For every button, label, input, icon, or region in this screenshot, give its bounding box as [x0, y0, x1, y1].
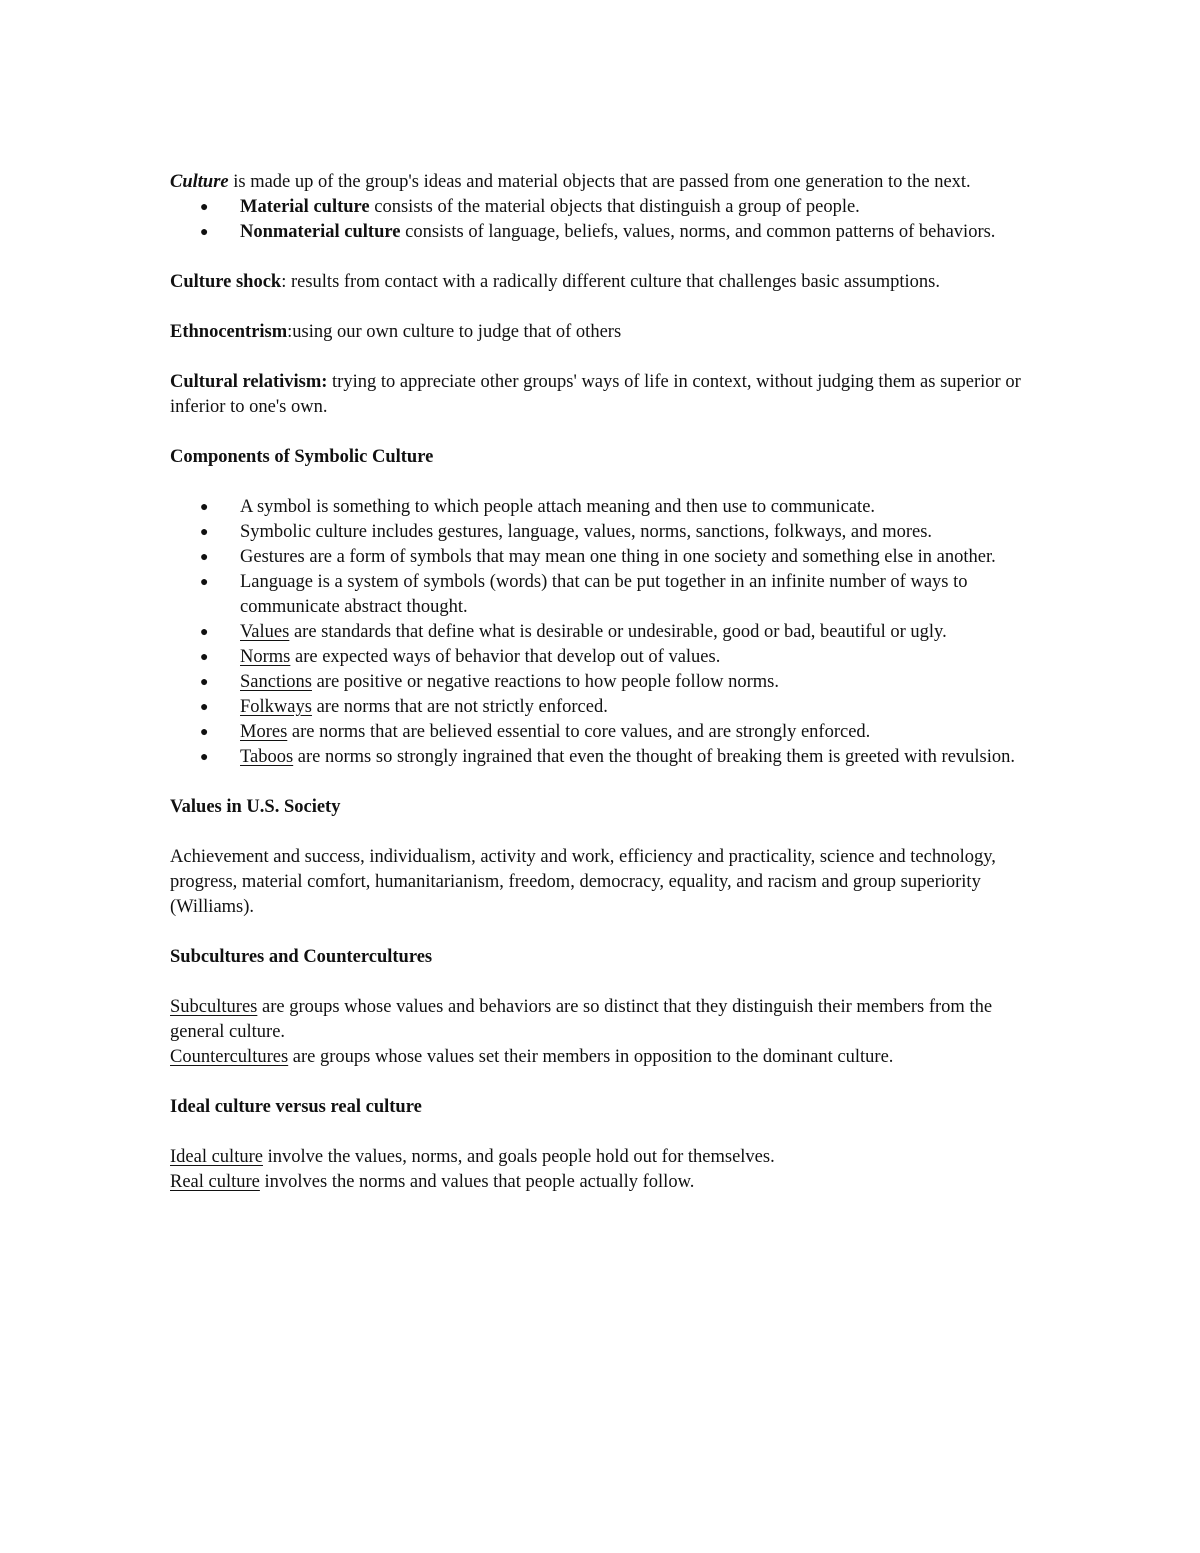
- spacer: [170, 920, 1050, 945]
- spacer: [170, 820, 1050, 845]
- bullet-icon: ●: [200, 525, 209, 540]
- list-item: [200, 195, 1050, 220]
- us-values-heading: Values in U.S. Society: [170, 797, 341, 817]
- ideal-culture-term: Ideal culture: [170, 1147, 263, 1167]
- intro-paragraph: [170, 170, 1050, 195]
- real-culture-paragraph: [170, 1170, 1050, 1195]
- ideal-culture-text: involve the values, norms, and goals people hold out for themselves.: [262, 1147, 775, 1167]
- list-item: [200, 645, 1050, 670]
- culture-shock-term: Culture shock: [170, 272, 282, 292]
- list-item: [200, 745, 1050, 770]
- document-page: [170, 170, 1050, 1195]
- list-item-text: are expected ways of behavior that develop out of values.: [290, 647, 721, 667]
- list-item: [200, 545, 1050, 570]
- list-item: [200, 495, 1050, 520]
- list-item: [200, 620, 1050, 645]
- intro-term: Culture: [170, 172, 229, 192]
- list-item: [200, 720, 1050, 745]
- intro-text: is made up of the group's ideas and material objects that are passed from one generation to the next.: [228, 172, 971, 192]
- spacer: [170, 295, 1050, 320]
- culture-shock-paragraph: [170, 270, 1050, 295]
- spacer: [170, 970, 1050, 995]
- list-item-text: Gestures are a form of symbols that may mean one thing in one society and something else in another.: [240, 547, 996, 567]
- list-item: [200, 520, 1050, 545]
- bullet-icon: ●: [200, 225, 209, 240]
- list-item: [200, 570, 1050, 620]
- list-item-text: Language is a system of symbols (words) that can be put together in an infinite number of ways to communicate abstract thought.: [240, 572, 968, 617]
- list-item-term: Norms: [240, 647, 291, 667]
- subcultures-text: are groups whose values and behaviors are so distinct that they distinguish their members from the general culture.: [170, 997, 993, 1042]
- list-item-text: are standards that define what is desirable or undesirable, good or bad, beautiful or ugly.: [289, 622, 947, 642]
- cultural-relativism-text: trying to appreciate other groups' ways of life in context, without judging them as superior or inferior to one's own.: [170, 372, 1021, 417]
- spacer: [170, 245, 1050, 270]
- ethnocentrism-paragraph: [170, 320, 1050, 345]
- list-item: [200, 670, 1050, 695]
- list-item-text: are norms so strongly ingrained that even the thought of breaking them is greeted with revulsion.: [293, 747, 1016, 767]
- bullet-icon: ●: [200, 550, 209, 565]
- culture-shock-text: : results from contact with a radically different culture that challenges basic assumptions.: [281, 272, 940, 292]
- spacer: [170, 1120, 1050, 1145]
- list-item-term: Mores: [240, 722, 288, 742]
- list-item-term: Nonmaterial culture: [240, 222, 401, 242]
- list-item-text: A symbol is something to which people attach meaning and then use to communicate.: [240, 497, 876, 517]
- spacer: [170, 420, 1050, 445]
- ethnocentrism-term: Ethnocentrism: [170, 322, 288, 342]
- list-item-term: Taboos: [240, 747, 294, 767]
- intro-list: [170, 195, 1050, 245]
- list-item: [200, 695, 1050, 720]
- countercultures-paragraph: [170, 1045, 1050, 1070]
- real-culture-term: Real culture: [170, 1172, 260, 1192]
- list-item-term: Values: [240, 622, 290, 642]
- ethnocentrism-text: :using our own culture to judge that of others: [287, 322, 622, 342]
- cultural-relativism-term: Cultural relativism:: [170, 372, 328, 392]
- symbolic-list: [170, 495, 1050, 770]
- subcultures-paragraph: [170, 995, 1050, 1045]
- cultural-relativism-paragraph: [170, 370, 1050, 420]
- list-item-text: Symbolic culture includes gestures, language, values, norms, sanctions, folkways, and mores.: [240, 522, 933, 542]
- bullet-icon: ●: [200, 675, 209, 690]
- list-item-term: Folkways: [240, 697, 312, 717]
- list-item-term: Sanctions: [240, 672, 312, 692]
- countercultures-text: are groups whose values set their members in opposition to the dominant culture.: [288, 1047, 894, 1067]
- ideal-real-heading: Ideal culture versus real culture: [170, 1097, 422, 1117]
- symbolic-heading: Components of Symbolic Culture: [170, 447, 434, 467]
- real-culture-text: involves the norms and values that people actually follow.: [259, 1172, 695, 1192]
- countercultures-term: Countercultures: [170, 1047, 289, 1067]
- spacer: [170, 345, 1050, 370]
- spacer: [170, 770, 1050, 795]
- bullet-icon: ●: [200, 575, 209, 590]
- list-item-text: are norms that are not strictly enforced.: [311, 697, 608, 717]
- list-item-text: consists of the material objects that distinguish a group of people.: [369, 197, 860, 217]
- list-item-term: Material culture: [240, 197, 370, 217]
- bullet-icon: ●: [200, 750, 209, 765]
- us-values-paragraph: Achievement and success, individualism, activity and work, efficiency and practicality, science and technology, progress, material comfort, humanitarianism, freedom, democracy, equality, and racism and group superiority (Williams).: [170, 847, 996, 917]
- ideal-culture-paragraph: [170, 1145, 1050, 1170]
- bullet-icon: ●: [200, 700, 209, 715]
- spacer: [170, 1070, 1050, 1095]
- list-item-text: are norms that are believed essential to core values, and are strongly enforced.: [287, 722, 871, 742]
- list-item-text: are positive or negative reactions to how people follow norms.: [311, 672, 779, 692]
- list-item-text: consists of language, beliefs, values, norms, and common patterns of behaviors.: [400, 222, 996, 242]
- bullet-icon: ●: [200, 500, 209, 515]
- spacer: [170, 470, 1050, 495]
- bullet-icon: ●: [200, 650, 209, 665]
- subcultures-heading: Subcultures and Countercultures: [170, 947, 433, 967]
- bullet-icon: ●: [200, 725, 209, 740]
- bullet-icon: ●: [200, 200, 209, 215]
- subcultures-term: Subcultures: [170, 997, 258, 1017]
- bullet-icon: ●: [200, 625, 209, 640]
- list-item: [200, 220, 1050, 245]
